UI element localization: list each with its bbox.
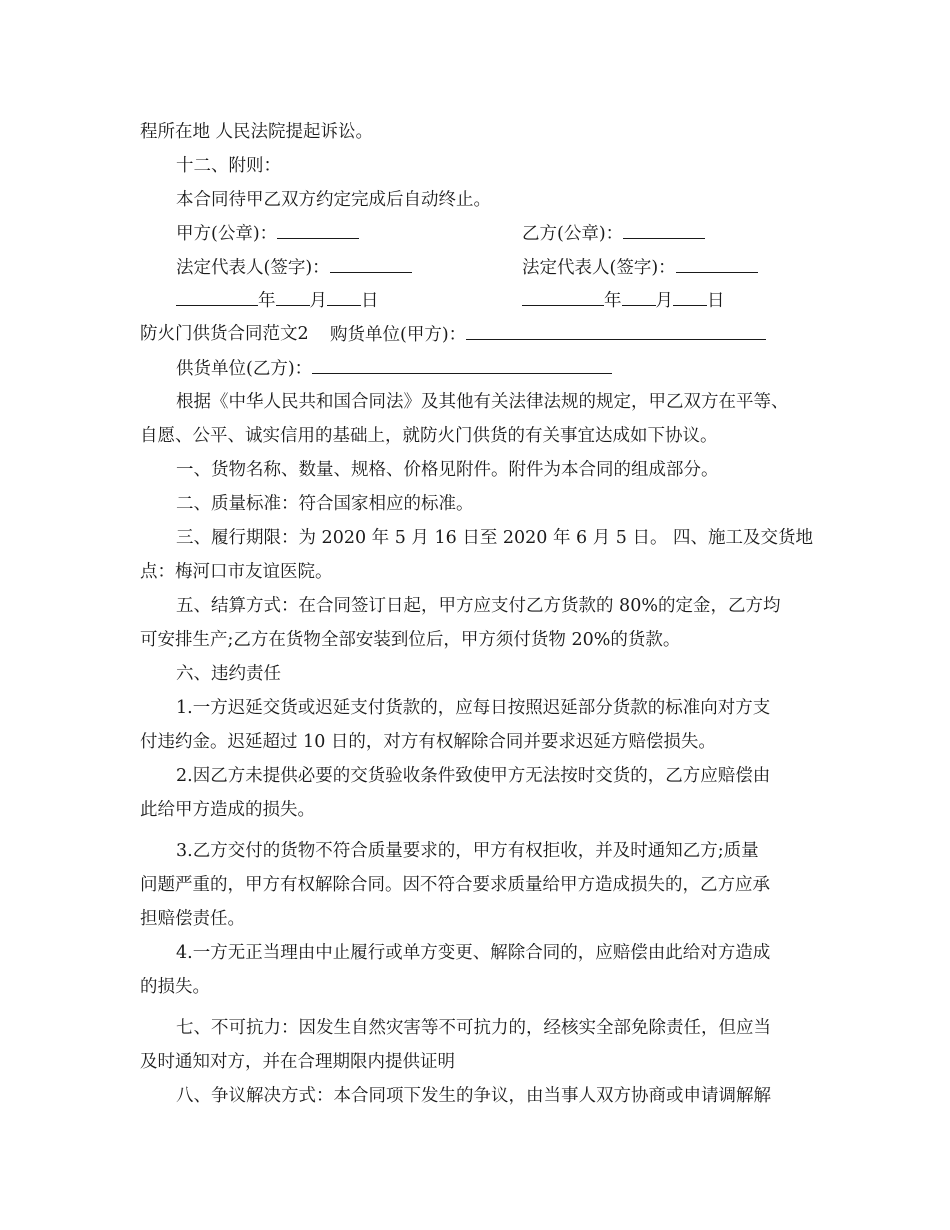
section-heading: 六、违约责任 xyxy=(176,664,281,684)
text-line: 程所在地 人民法院提起诉讼。 xyxy=(140,122,374,142)
text-line: 此给甲方造成的损失。 xyxy=(140,800,315,820)
date-day-blank xyxy=(327,289,361,306)
text-line: 的损失。 xyxy=(140,977,210,997)
date-year-blank xyxy=(522,289,604,306)
text-line: 可安排生产;乙方在货物全部安装到位后，甲方须付货物 20%的货款。 xyxy=(140,630,681,650)
clause-line: 4.一方无正当理由中止履行或单方变更、解除合同的，应赔偿由此给对方造成 xyxy=(176,943,771,963)
date-year-blank xyxy=(176,289,258,306)
text-line: 自愿、公平、诚实信用的基础上，就防火门供货的有关事宜达成如下协议。 xyxy=(140,426,718,446)
date-month-blank xyxy=(622,289,656,306)
date-month-label: 月 xyxy=(309,291,327,311)
date-year-label: 年 xyxy=(604,291,622,311)
party-b-representative-row xyxy=(522,256,758,279)
text-line: 问题严重的，甲方有权解除合同。因不符合要求质量给甲方造成损失的，乙方应承 xyxy=(140,875,770,895)
date-day-label: 日 xyxy=(707,291,725,311)
date-month-label: 月 xyxy=(655,291,673,311)
party-a-seal-label: 甲方(公章)： xyxy=(176,224,278,244)
party-a-seal-blank xyxy=(277,222,359,239)
clause-line: 2.因乙方未提供必要的交货验收条件致使甲方无法按时交货的，乙方应赔偿由 xyxy=(176,766,771,786)
text-line: 付违约金。迟延超过 10 日的，对方有权解除合同并要求迟延方赔偿损失。 xyxy=(140,732,716,752)
party-b-seal-blank xyxy=(623,222,705,239)
supplier-row xyxy=(176,357,612,380)
date-day-label: 日 xyxy=(361,291,379,311)
buyer-blank xyxy=(466,323,766,340)
clause-line: 八、争议解决方式：本合同项下发生的争议，由当事人双方协商或申请调解解 xyxy=(176,1086,771,1106)
clause-line: 七、不可抗力：因发生自然灾害等不可抗力的，经核实全部免除责任，但应当 xyxy=(176,1018,771,1038)
clause-line: 1.一方迟延交货或迟延支付货款的，应每日按照迟延部分货款的标准向对方支 xyxy=(176,698,771,718)
party-b-date-row xyxy=(522,289,725,312)
buyer-label: 购货单位(甲方)： xyxy=(330,325,467,345)
text-line: 及时通知对方，并在合理期限内提供证明 xyxy=(140,1052,455,1072)
clause-line: 二、质量标准：符合国家相应的标准。 xyxy=(176,494,474,514)
party-b-seal-row xyxy=(522,222,705,245)
contract-title: 防火门供货合同范文2 xyxy=(140,324,309,344)
text-line: 根据《中华人民共和国合同法》及其他有关法律法规的规定，甲乙双方在平等、 xyxy=(176,392,789,412)
text-line: 点：梅河口市友谊医院。 xyxy=(140,562,333,582)
clause-line: 五、结算方式：在合同签订日起，甲方应支付乙方货款的 80%的定金，乙方均 xyxy=(176,596,781,616)
text-line: 本合同待甲乙双方约定完成后自动终止。 xyxy=(176,190,491,210)
date-day-blank xyxy=(673,289,707,306)
party-b-representative-label: 法定代表人(签字)： xyxy=(522,258,676,278)
party-a-seal-row xyxy=(176,222,359,245)
clause-line: 三、履行期限：为 2020 年 5 月 16 日至 2020 年 6 月 5 日。 四、施工及交货地 xyxy=(176,528,814,548)
party-a-representative-label: 法定代表人(签字)： xyxy=(176,258,330,278)
party-b-representative-blank xyxy=(676,256,758,273)
supplier-label: 供货单位(乙方)： xyxy=(176,359,313,379)
party-a-representative-blank xyxy=(330,256,412,273)
text-line: 担赔偿责任。 xyxy=(140,909,245,929)
buyer-row xyxy=(330,323,766,346)
clause-line: 一、货物名称、数量、规格、价格见附件。附件为本合同的组成部分。 xyxy=(176,460,719,480)
party-a-representative-row xyxy=(176,256,412,279)
date-year-label: 年 xyxy=(258,291,276,311)
section-heading: 十二、附则： xyxy=(176,156,281,176)
party-b-seal-label: 乙方(公章)： xyxy=(522,224,624,244)
date-month-blank xyxy=(276,289,310,306)
supplier-blank xyxy=(312,357,612,374)
party-a-date-row xyxy=(176,289,379,312)
clause-line: 3.乙方交付的货物不符合质量要求的，甲方有权拒收，并及时通知乙方;质量 xyxy=(176,841,759,861)
